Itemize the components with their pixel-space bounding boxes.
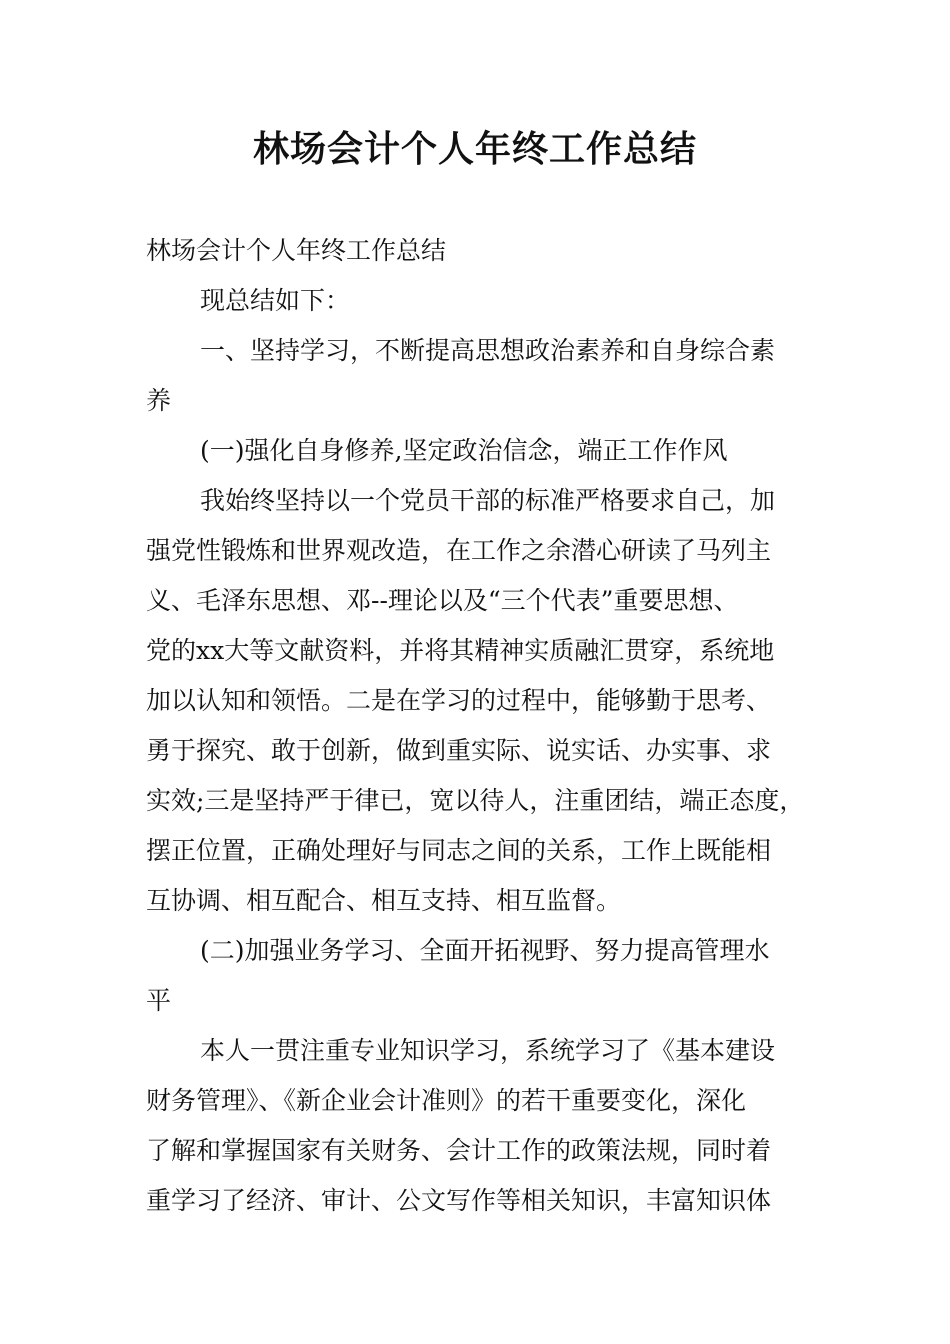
paragraph-line: 党的xx大等文献资料，并将其精神实质融汇贯穿，系统地 bbox=[146, 636, 775, 665]
paragraph-line: 平 bbox=[146, 986, 172, 1015]
paragraph-line: 重学习了经济、审计、公文写作等相关知识，丰富知识体 bbox=[146, 1186, 772, 1215]
paragraph-line: 现总结如下： bbox=[200, 286, 351, 315]
paragraph-line: 实效;三是坚持严于律已，宽以待人，注重团结，端正态度， bbox=[146, 786, 805, 815]
paragraph-line: 义、毛泽东思想、邓--理论以及“三个代表”重要思想、 bbox=[146, 586, 739, 615]
paragraph-line: 我始终坚持以一个党员干部的标准严格要求自己，加 bbox=[200, 486, 776, 515]
paragraph-line: 摆正位置，正确处理好与同志之间的关系，工作上既能相 bbox=[146, 836, 772, 865]
document-body bbox=[146, 226, 810, 1226]
document-title: 林场会计个人年终工作总结 bbox=[252, 129, 697, 170]
paragraph-line: 互协调、相互配合、相互支持、相互监督。 bbox=[146, 886, 622, 915]
paragraph-line: 一、坚持学习，不断提高思想政治素养和自身综合素 bbox=[200, 336, 776, 365]
paragraph-line: 财务管理》、《新企业会计准则》的若干重要变化，深化 bbox=[146, 1086, 747, 1115]
paragraph-line: (一)强化自身修养,坚定政治信念，端正工作作风 bbox=[200, 436, 728, 465]
paragraph-line: 林场会计个人年终工作总结 bbox=[146, 236, 447, 265]
paragraph-line: 了解和掌握国家有关财务、会计工作的政策法规，同时着 bbox=[146, 1136, 772, 1165]
paragraph-line: 勇于探究、敢于创新，做到重实际、说实话、办实事、求 bbox=[146, 736, 772, 765]
paragraph-line: 加以认知和领悟。二是在学习的过程中，能够勤于思考、 bbox=[146, 686, 772, 715]
paragraph-line: (二)加强业务学习、全面开拓视野、努力提高管理水 bbox=[200, 936, 770, 965]
paragraph-line: 养 bbox=[146, 386, 172, 415]
paragraph-line: 强党性锻炼和世界观改造，在工作之余潜心研读了马列主 bbox=[146, 536, 772, 565]
paragraph-line: 本人一贯注重专业知识学习，系统学习了《基本建设 bbox=[200, 1036, 776, 1065]
